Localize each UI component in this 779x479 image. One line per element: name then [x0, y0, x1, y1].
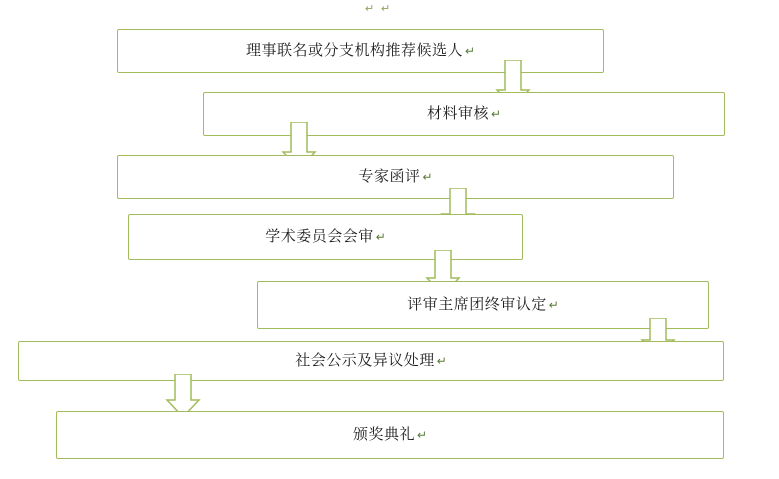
paragraph-mark-icon: ↵ [436, 354, 447, 368]
flow-node-2-label: 材料审核 [426, 105, 489, 122]
flow-node-6[interactable] [18, 341, 724, 381]
flow-node-1-label: 理事联名或分支机构推荐候选人 [245, 42, 463, 59]
paragraph-mark-icon: ↵ [416, 428, 428, 442]
flow-node-6-label: 社会公示及异议处理 [295, 352, 435, 369]
flow-node-7[interactable] [56, 411, 724, 459]
paragraph-mark-icon: ↵ [375, 230, 386, 244]
flow-node-3[interactable] [117, 155, 674, 199]
flow-node-7-label: 颁奖典礼 [352, 426, 415, 443]
paragraph-mark-icon: ↵ [381, 3, 391, 15]
paragraph-mark-icon: ↵ [365, 3, 375, 15]
flow-node-5-label: 评审主席团终审认定 [407, 296, 547, 313]
flow-node-3-label: 专家函评 [358, 168, 421, 185]
paragraph-mark-icon: ↵ [548, 298, 559, 312]
paragraph-mark-icon: ↵ [490, 107, 502, 121]
flow-node-4-label: 学术委员会会审 [265, 228, 374, 245]
paragraph-mark-icon: ↵ [464, 44, 476, 58]
paragraph-mark-icon: ↵ [422, 170, 433, 184]
